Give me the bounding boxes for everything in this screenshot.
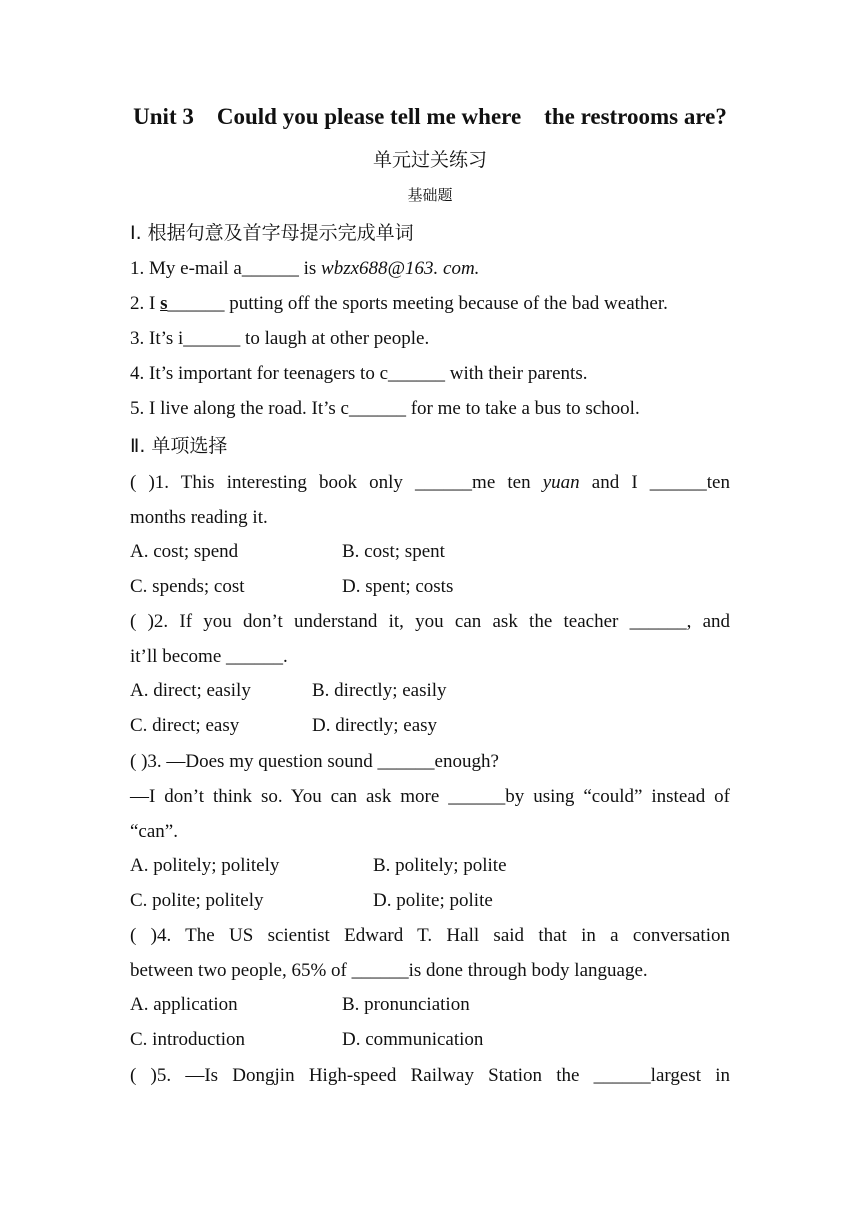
choice-question-4-option-b: B. pronunciation [342,994,470,1015]
section2-heading: Ⅱ. 单项选择 [130,435,228,457]
choice-question-2-option-a: A. direct; easily [130,680,251,701]
choice-question-4-option-d: D. communication [342,1029,484,1050]
fill-question-5: 5. I live along the road. It’s c______ for me to take a bus to school. [130,398,640,419]
choice-question-1-text-a: ( )1. This interesting book only ______me ten [130,472,543,493]
fill-question-2-text: 2. I [130,293,161,314]
choice-question-3-line2: —I don’t think so. You can ask more ______by using “could” instead of [130,786,730,807]
choice-question-3-option-a: A. politely; politely [130,855,280,876]
fill-question-2-letter: s [160,293,168,314]
fill-question-1-text: 1. My e-mail a______ is [130,258,322,279]
choice-question-3-option-c: C. polite; politely [130,890,264,911]
choice-question-1-option-c: C. spends; cost [130,576,245,597]
choice-question-3-option-d: D. polite; polite [373,890,493,911]
choice-question-4-option-a: A. application [130,994,238,1015]
fill-question-2-rest: ______ putting off the sports meeting because of the bad weather. [167,293,668,314]
choice-question-1-line1 [130,471,730,495]
choice-question-2-option-d: D. directly; easy [312,715,438,736]
choice-question-4-line1: ( )4. The US scientist Edward T. Hall said that in a conversation [130,925,730,946]
choice-question-1-line2: months reading it. [130,507,268,528]
section1-heading: Ⅰ. 根据句意及首字母提示完成单词 [130,222,414,244]
choice-question-3-line1: ( )3. —Does my question sound ______enough? [130,751,499,772]
worksheet-subtitle: 单元过关练习 [372,149,487,171]
worksheet-title: Unit 3 Could you please tell me where the restrooms are? [133,104,727,129]
choice-question-3-line3: “can”. [130,821,178,842]
choice-question-5-line1: ( )5. —Is Dongjin High-speed Railway Station the ______largest in [130,1065,730,1086]
choice-question-2-line1: ( )2. If you don’t understand it, you can ask the teacher ______, and [130,611,730,632]
choice-question-1-option-a: A. cost; spend [130,541,239,562]
difficulty-level: 基础题 [407,186,453,204]
choice-question-2-option-c: C. direct; easy [130,715,240,736]
choice-question-2-line2: it’ll become ______. [130,646,288,667]
choice-question-1-text-b: and I ______ten [579,472,730,493]
choice-question-2-option-b: B. directly; easily [312,680,447,701]
choice-question-3-option-b: B. politely; polite [373,855,507,876]
fill-question-4: 4. It’s important for teenagers to c______ with their parents. [130,363,588,384]
choice-question-4-option-c: C. introduction [130,1029,246,1050]
fill-question-3: 3. It’s i______ to laugh at other people. [130,328,430,349]
fill-question-1-email: wbzx688@163. com. [321,258,480,279]
choice-question-4-line2: between two people, 65% of ______is done through body language. [130,960,648,981]
choice-question-1-yuan: yuan [542,472,580,493]
fill-question-1 [130,257,730,281]
choice-question-1-option-d: D. spent; costs [342,576,454,597]
fill-question-2 [130,292,730,316]
choice-question-1-option-b: B. cost; spent [342,541,445,562]
